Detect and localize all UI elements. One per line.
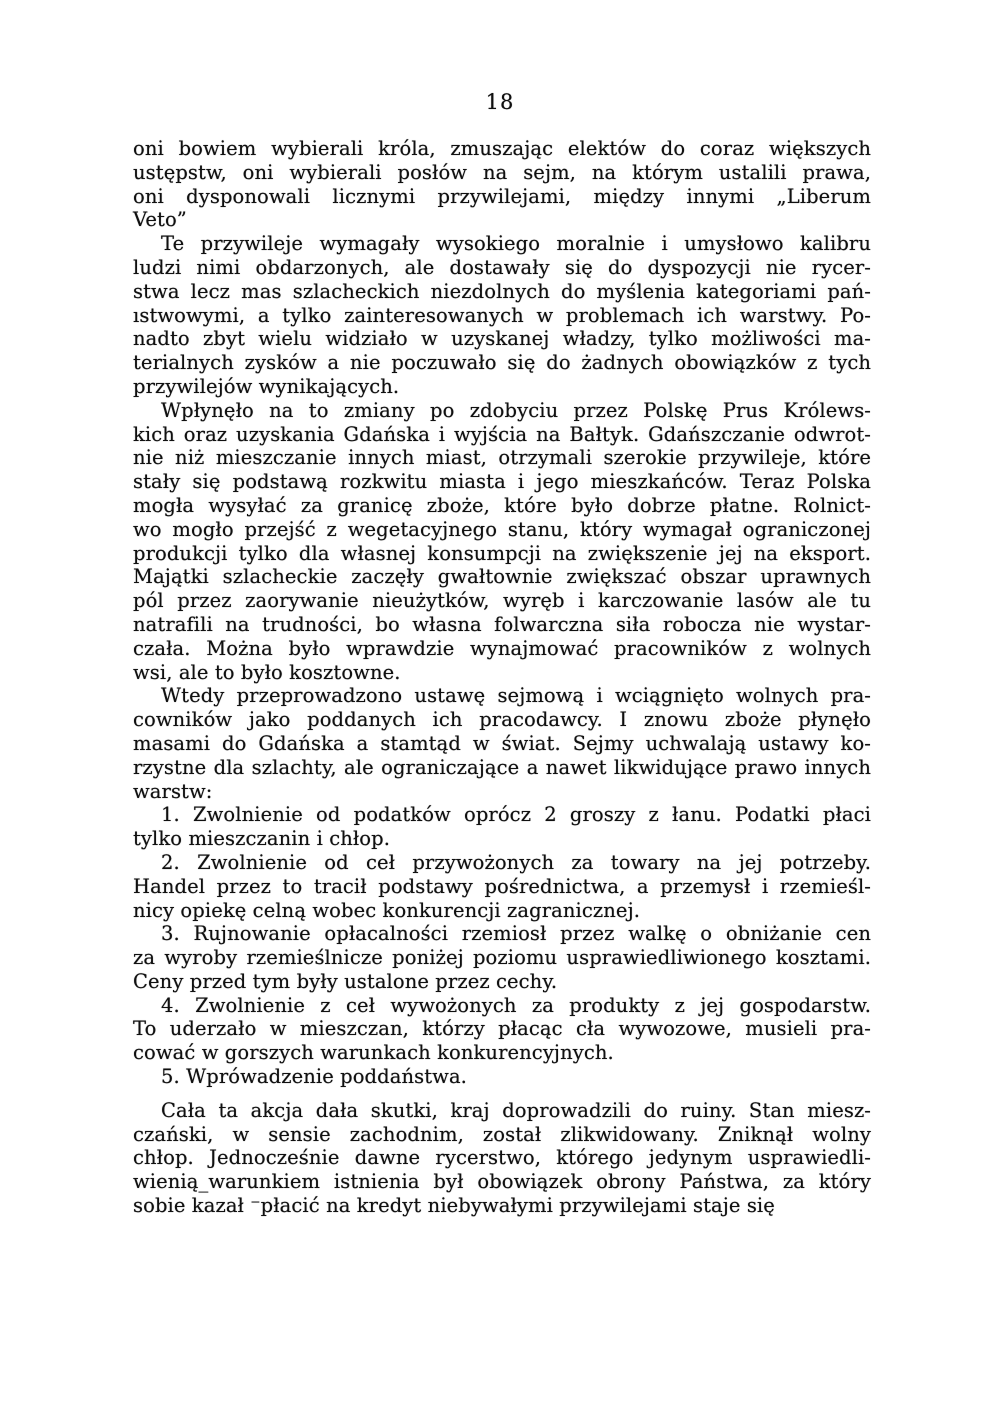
text-line: Ceny przed tym były ustalone przez cechy. [133,969,558,993]
text-line: mogła wysyłać za granicę zboże, które było dobrze płatne. Rolnict- [133,493,871,517]
paragraph [133,803,871,851]
text-line: czański, w sensie zachodnim, został zlikwidowany. Zniknął wolny [133,1122,871,1146]
text-line: Te przywileje wymagały wysokiego moralnie i umysłowo kalibru [161,232,871,256]
text-line: Wtedy przeprowadzono ustawę sejmową i wciągnięto wolnych pra- [161,684,871,708]
text-line: wsi, ale to było kosztowne. [133,660,401,684]
paragraph [133,994,871,1065]
text-line: za wyroby rzemieślnicze poniżej poziomu usprawiedliwionego kosztami. [133,946,871,970]
text-line: nadto zbyt wielu widziało w uzyskanej władzy, tylko możliwości ma- [133,327,871,351]
text-line: 4. Zwolnienie z ceł wywożonych za produkty z jej gospodarstw. [161,993,871,1017]
text-line: wo mogło przejść z wegetacyjnego stanu, który wymagał ograniczonej [133,517,871,541]
text-line: cowników jako poddanych ich pracodawcy. I znowu zboże płynęło [133,708,871,732]
text-line: natrafili na trudności, bo własna folwarczna siła robocza nie wystar- [133,612,871,636]
paragraph [133,851,871,922]
paragraph [133,399,871,685]
text-line: oni dysponowali licznymi przywilejami, między innymi „Liberum [133,184,871,208]
text-line: stały się podstawą rozkwitu miasta i jego mieszkańców. Teraz Polska [133,470,871,494]
text-line: Majątki szlacheckie zaczęły gwałtownie zwiększać obszar uprawnych [133,565,871,589]
text-line: wienią_warunkiem istnienia był obowiązek obrony Państwa, za który [133,1170,871,1194]
paragraph [133,1099,871,1218]
page-number: 18 [485,90,515,114]
text-line: oni bowiem wybierali króla, zmuszając elektów do coraz większych [133,137,871,160]
text-line: Handel przez to tracił podstawy pośrednictwa, a przemysł i rzemieśl- [133,874,871,898]
text-line: 1. Zwolnienie od podatków oprócz 2 groszy z łanu. Podatki płaci [161,803,871,827]
text-line: przywilejów wynikających. [133,374,400,398]
text-line: nie niż mieszczanie innych miast, otrzymali szerokie przywileje, które [133,446,871,470]
text-line: warstw: [133,779,213,803]
text-line: ustępstw, oni wybierali posłów na sejm, na którym ustalili prawa, [133,160,871,184]
text-line: kich oraz uzyskania Gdańska i wyjścia na Bałtyk. Gdańszczanie odwrot- [133,422,871,446]
text-line: produkcji tylko dla własnej konsumpcji na zwiększenie jej na eksport. [133,541,871,565]
paragraph [133,922,871,993]
paragraph [133,1065,871,1089]
text-line: czała. Można było wprawdzie wynajmować pracowników z wolnych [133,636,871,660]
text-line: stwa lecz mas szlacheckich niezdolnych do myślenia kategoriami pań- [133,279,871,303]
text-line: rzystne dla szlachty, ale ograniczające a nawet likwidujące prawo innych [133,755,871,779]
text-line: 5. Wprówadzenie poddaństwa. [161,1065,467,1089]
text-line: ludzi nimi obdarzonych, ale dostawały się do dyspozycji nie rycer- [133,255,871,279]
text-line: Wpłynęło na to zmiany po zdobyciu przez Polskę Prus Królews- [161,398,871,422]
text-body [133,137,871,1218]
text-line: Cała ta akcja dała skutki, kraj doprowadzili do ruiny. Stan miesz- [161,1098,871,1122]
text-line: terialnych zysków a nie poczuwało się do żadnych obowiązków z tych [133,351,871,375]
text-line: ıstwowymi, a tylko zainteresowanych w problemach ich warstwy. Po- [133,303,871,327]
text-line: pól przez zaorywanie nieużytków, wyręb i karczowanie lasów ale tu [133,589,871,613]
text-line: sobie kazał ⁻płacić na kredyt niebywałymi przywilejami staje się [133,1194,775,1218]
text-line: nicy opiekę celną wobec konkurencji zagranicznej. [133,898,641,922]
text-line: Veto” [133,208,187,232]
paragraph [133,137,871,232]
text-line: To uderzało w mieszczan, którzy płacąc cła wywozowe, musieli pra- [133,1017,871,1041]
text-line: chłop. Jednocześnie dawne rycerstwo, którego jedynym usprawiedli- [133,1146,871,1170]
paragraph [133,232,871,399]
text-line: tylko mieszczanin i chłop. [133,827,391,851]
text-line: 3. Rujnowanie opłacalności rzemiosł przez walkę o obniżanie cen [161,922,871,946]
paragraph [133,684,871,803]
text-line: 2. Zwolnienie od ceł przywożonych za towary na jej potrzeby. [161,850,871,874]
text-line: cować w gorszych warunkach konkurencyjnych. [133,1041,614,1065]
text-line: masami do Gdańska a stamtąd w świat. Sejmy uchwalają ustawy ko- [133,731,871,755]
